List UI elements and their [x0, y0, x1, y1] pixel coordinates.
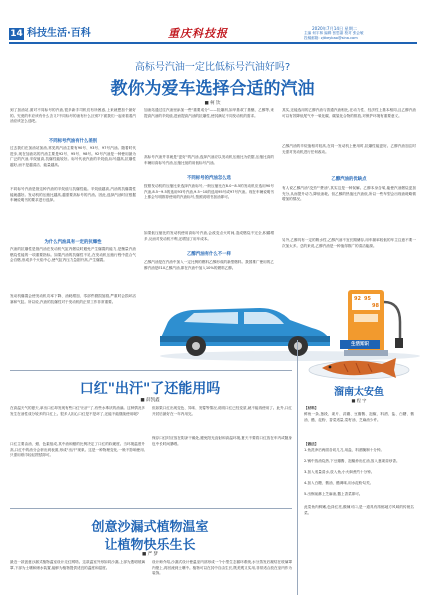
paragraph: 保存口红时应放在阴凉干燥处,避免阳光直射和高温环境,夏天不要将口红放在车内或随身包中长时间暴晒。: [152, 436, 292, 446]
divider: [297, 340, 298, 595]
article2-col1: [10, 406, 145, 494]
paragraph: 设计师介绍,沙漏式设计使温室内部形成一个小型生态循环系统,水分蒸发后凝结在玻璃罩内壁上,再回流到土壤中。植物可以在其中自由生长,既美观又实用,非常适合放在室内作为装饰。: [152, 560, 292, 576]
paragraph: 过去我们在加油站加油,常见的汽油主要有90号、93号、97号汽油。随着时代进步,现在加油站的汽油主要是92号、95号、98号。92号汽油是一种使用最为广泛的汽油,辛烷值高,抗爆性能较好。标号代表汽油的辛烷值,标号越高,抗爆性越好,而不是越清洁、能量越高。: [10, 146, 136, 167]
steps-label: 【做法】: [304, 442, 319, 446]
paragraph: 其实,还能选用的乙醇汽油与普通汽油相比,在动力性、经济性上基本相同,且乙醇汽油可以有效降低尾气中一氧化碳、碳氢化合物的排放,对保护环境有重要意义。: [282, 108, 416, 118]
paragraph: 按照发动机的压缩比来选择汽油标号,一般压缩比在8.0~8.5的发动机应选用90号汽油,8.5~9.5的选用93号汽油,9.5~10的选用95号或97号汽油。现在车辆说明书上都会写明推荐使用的汽油标号,按照说明书加油即可。: [144, 184, 274, 200]
section-title: 科技生活·百科: [27, 28, 91, 39]
subheading: 为什么汽油具有一定的抗爆性: [44, 240, 102, 245]
page-number-badge: 14: [10, 29, 23, 39]
paragraph: 在高温天气的夏天,拿出口红却发现有些口红"出汗"了,有些水珠状的油滴。这种情况多发生在油性成分较多的口红上。很多人担心口红是不是坏了,还能不能继续使用呢?: [10, 406, 145, 416]
subheading: 不同标号汽油有什么差别: [48, 139, 98, 144]
paragraph: 高标号汽油并非就是"更好"的汽油,选择汽油应以发动机压缩比为依据,压缩比高的车辆用高标号汽油,压缩比低的用低标号汽油。: [144, 155, 274, 165]
pump-grade-98: 98: [372, 303, 379, 309]
step-item: 5.出锅前淋上芝麻油,撒上香菜即可。: [304, 492, 363, 496]
sidebar-tag: 生活知识: [340, 340, 380, 349]
article2-col2: [152, 406, 292, 494]
step-item: 1.鱼洗净后两面各切几刀,用盐、料酒腌制十分钟。: [304, 448, 385, 452]
masthead: [0, 0, 425, 44]
article2-byline: ■ 薛凯鑫: [140, 398, 160, 403]
paragraph: 到了加油站,面对不同标号的汽油,很多新手司机们有所困惑,上来就想加个最好的。究竟的车应该有什么含义?不同标号的油有什么区别?下面我们一起来看看汽油应该怎么选吧。: [10, 108, 136, 124]
paragraph: 另外,乙醇具有一定的吸水性,乙醇汽油不宜长期储存,用车频率较低的车主注意不要一次加太多。总的来说,乙醇汽油是一种值得推广的清洁能源。: [282, 238, 416, 248]
paragraph: 汽油的抗爆性是指汽油在发动机气缸内燃烧时避免产生爆震的能力,是衡量汽油燃烧性能的一项重要指标。如果汽油的抗爆性不足,在发动机压缩行程中混合气会自燃,形成多个火焰中心,使气缸内压力急剧升高,产生爆震。: [10, 247, 136, 263]
pump-grade-95: 95: [364, 296, 371, 302]
sidebar-body: [304, 406, 414, 594]
editor-line: 主编 何宇林 编辑 张思嘉 校对 张会敏: [304, 31, 364, 35]
date-line: 2020年7月14日 星期二: [312, 26, 358, 31]
subheading: 乙醇汽油的优缺点: [331, 177, 367, 182]
paragraph: 发动机爆震会使发动机功率下降、油耗增加、零部件磨损加剧,严重时会损坏活塞和气缸。所以说,汽油的抗爆性对于发动机的正常工作非常重要。: [10, 294, 136, 304]
article3-headline-1: 创意沙漏式植物温室: [91, 520, 209, 535]
paragraph: 不同标号汽油是指这种汽油的辛烷值与抗爆性能。辛烷值越高,汽油的抗爆震性能就越好。发动机的压缩比越高,越需要高标号的汽油。因此,选择汽油时应根据车辆说明书的要求进行选择。: [10, 187, 136, 203]
article1-col3: [282, 108, 416, 286]
article3-byline: ■ 严 梦: [141, 552, 159, 557]
article3-col1: [10, 560, 145, 596]
step-item: 4.加入白糖、酱油、醋调味,用水淀粉勾芡。: [304, 481, 374, 485]
paragraph: 但如果口红出现变色、异味、发霉等情况,说明口红已经变质,就不能再使用了。此外,口红开封后最好在一年内用完。: [152, 406, 292, 416]
email-line: 投稿邮箱: zjtkeybao@sina.com: [304, 36, 358, 40]
article1-headline: 教你为爱车选择合适的汽油: [110, 79, 315, 99]
article1-col2: [144, 108, 274, 286]
divider: [10, 370, 292, 371]
sidebar-byline: ■ 程 宇: [351, 398, 367, 403]
divider: [10, 508, 292, 509]
article3-headline-2: 让植物快乐生长: [104, 538, 196, 553]
paragraph: 口红主要由油、蜡、色素组成,其中油和蜡的比例决定了口红的软硬度。当环境温度升高,口红中的油分会析出到表面,形成"出汗"现象。这是一种物理变化,一般不影响使用,只需用纸巾轻轻擦拭即可。: [10, 442, 145, 458]
subheading: 乙醇汽油有什么不一样: [187, 252, 231, 257]
paragraph: 加油站通过往汽油里添加一些"重要成分"——抗爆剂,如甲基叔丁基醚、乙醇等,来提高汽油的辛烷值,进而提高汽油的抗爆性,使其满足不同发动机的需求。: [144, 108, 274, 118]
paragraph: 如果低压缩比的发动机使用高标号汽油,会改变点火时间,造成燃烧不完全,积碳增多,反而对发动机不利,还增加了用车成本。: [144, 231, 274, 241]
step-item: 2.锅中放油烧热,下豆瓣酱、泡椒炒出红油,放入葱姜蒜炒香。: [304, 459, 400, 463]
step-item: 3.加入适量清水,放入鱼,小火焖煮约十分钟。: [304, 470, 375, 474]
article1-kicker: 高标号汽油一定比低标号汽油好吗?: [134, 62, 291, 73]
dish-plate-icon: [304, 352, 414, 380]
subheading: 不同标号的汽油怎么选: [187, 176, 231, 181]
paragraph: 乙醇汽油的辛烷值相对较高,在同一发动机上使用时,抗爆性能更好。乙醇汽油加注时无需对发动机进行任何改动。: [282, 144, 416, 154]
article2-headline: 口红"出汗"了还能用吗: [79, 381, 221, 397]
fish-dish-illustration: [304, 352, 414, 380]
sidebar-recipe: [300, 340, 418, 595]
paragraph: 最近一款创意沙漏式植物温室设计走红网络。这款温室外形如同沙漏,上部为透明玻璃罩,下部为土壤和储水装置,能够为植物提供适宜的温度和湿度。: [10, 560, 145, 570]
article3-col2: [152, 560, 292, 596]
article1-col1: [10, 108, 136, 333]
ingredients-label: 【材料】: [304, 406, 319, 410]
paragraph: 有人说乙醇汽油"没劲""费油",其实这是一种误解。乙醇本身含氧,能使汽油燃烧更加充分,从而提升动力,降低油耗。但乙醇的热值比汽油低,所以一些车型会出现油耗略微增加的情况。: [282, 186, 416, 202]
ingredients-text: 鲜鱼一条,葱段、姜片、蒜瓣、豆瓣酱、泡椒、料酒、盐、白糖、酱油、醋、淀粉、香菜适量,菜籽油、芝麻油少许。: [304, 412, 414, 422]
pump-grade-92: 92: [354, 296, 361, 302]
masthead-rule: [9, 42, 417, 44]
paper-name: 重庆科技报: [168, 27, 228, 40]
article1-byline: ■ 柯 饮: [204, 101, 221, 106]
paragraph: 乙醇汽油是在汽油中加入一定比例的燃料乙醇形成的新型燃料。我国推广使用的乙醇汽油是E10乙醇汽油,即在汽油中加入10%的燃料乙醇。: [144, 260, 274, 270]
sidebar-title: 溜南太安鱼: [334, 387, 384, 398]
tip-text: 此菜鱼肉鲜嫩,色泽红亮,酸辣可口,是一道具有浓郁地方风味的传统名菜。: [304, 505, 414, 515]
